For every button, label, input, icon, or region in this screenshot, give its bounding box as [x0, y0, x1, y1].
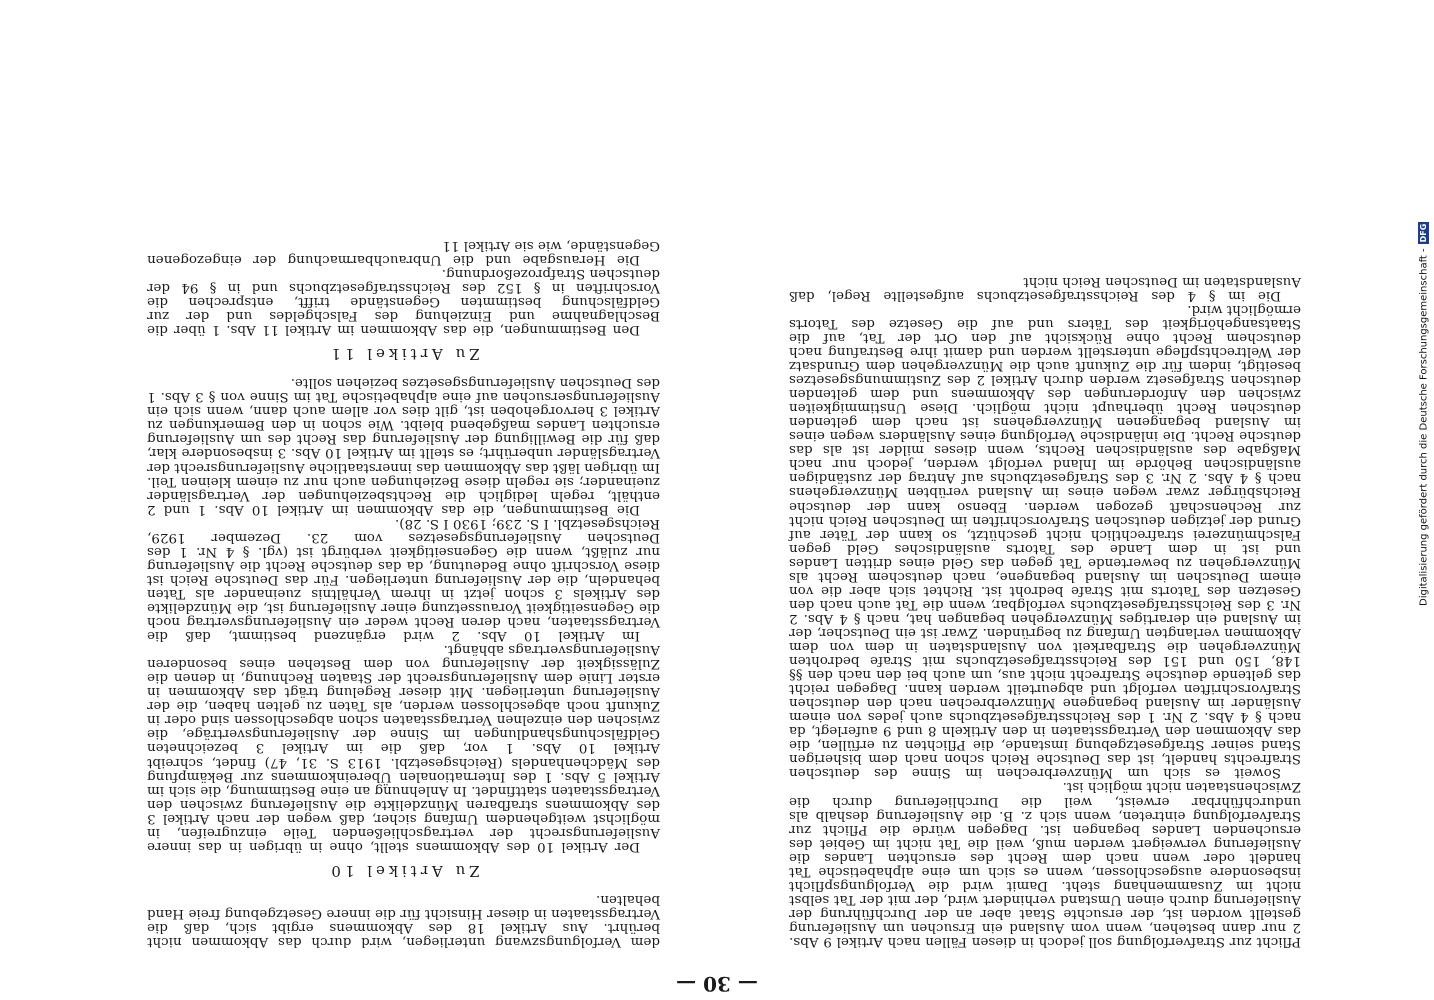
- left-column: [789, 274, 1301, 948]
- paragraph: Soweit es sich um Münzverbrechen im Sinne des deutschen Strafrechts handelt, ist das Deutsche Reich schon nach dem bisherigen Stand seiner Strafgesetzgebung imstande, die Pflichten zu erfüllen, die das Abkommen den Vertragsstaaten in den Artikeln 8 und 9 auferlegt, da nach § 4 Abs. 2 Nr. 1 des Reichsstrafgesetzbuchs auch jedes von einem Ausländer im Ausland begangene Münzverbrechen nach den deutschen Strafvorschriften verfolgt und abgeurteilt werden kann. Dagegen reicht das geltende deutsche Strafrecht nicht aus, um auch bei den nach den §§ 148, 150 und 151 des Reichsstrafgesetzbuchs mit Strafe bedrohten Münzvergehen die Strafbarkeit von Auslandstaten in dem von dem Abkommen verlangten Umfang zu begründen. Zwar ist ein Deutscher, der im Ausland ein derartiges Münzvergehen begangen hat, nach § 4 Abs. 2 Nr. 3 des Reichsstrafgesetzbuchs verfolgbar, wenn die Tat auch nach den Gesetzen des Tatorts mit Strafe bedroht ist. Richtet sich aber die von einem Deutschen im Ausland begangene, nach deutschem Recht als Münzvergehen zu bewertende Tat gegen das Geld eines dritten Landes und ist in dem Lande des Tatorts ausländisches Geld gegen Falschmünzerei strafrechtlich nicht geschützt, so kann der Täter auf Grund der jetzigen deutschen Strafvorschriften im Deutschen Reich nicht zur Rechenschaft gezogen werden. Ebenso kann der deutsche Reichsbürger zwar wegen eines im Ausland verübten Münzvergehens nach § 4 Abs. 2 Nr. 3 des Strafgesetzbuchs auf Antrag der zuständigen ausländischen Behörde im Inland verfolgt werden, jedoch nur nach Maßgabe des ausländischen Rechts, wenn dieses milder ist als das deutsche Recht. Die inländische Verfolgung eines Ausländers wegen eines im Ausland begangenen Münzvergehens ist nach dem geltenden deutschen Recht überhaupt nicht möglich. Diese Unstimmigkeiten zwischen den Anforderungen des Abkommens und dem geltenden deutschen Strafgesetz werden durch Artikel 2 des Zustimmungsgesetzes beseitigt, indem für die Zukunft auch die Münzvergehen dem Grundsatz der Weltrechtspflege unterstellt werden und damit ihre Bestrafung nach deutschem Recht ohne Rücksicht auf den Ort der Tat, auf die Staatsangehörigkeit des Täters und auf die Gesetze des Tatorts ermöglicht wird.: [789, 301, 1301, 781]
- page-number: — 30 —: [676, 972, 758, 996]
- dfg-logo-icon: DFG: [1419, 223, 1428, 243]
- paragraph: Die im § 4 des Reichsstrafgesetzbuchs aufgestellte Regel, daß Auslandstaten im Deutschen Reich nicht: [789, 273, 1301, 303]
- right-column: [147, 238, 660, 948]
- footer-text: Digitalisierung gefördert durch die Deutsche Forschungsgemeinschaft -: [1418, 248, 1430, 606]
- section-heading: Zu Artikel 11: [327, 345, 480, 364]
- section-heading: Zu Artikel 10: [327, 861, 480, 880]
- paragraph: Pflicht zur Strafverfolgung soll jedoch in diesen Fällen nach Artikel 9 Abs. 2 nur dann bestehen, wenn vom Ausland ein Ersuchen um Auslieferung gestellt worden ist, der ersuchte Staat aber an der Durchführung der Auslieferung durch einen Umstand verhindert wird, der mit der Tat selbst nicht im Zusammenhang steht. Damit wird die Verfolgungspflicht insbesondere ausgeschlossen, wenn es sich um eine alphabetische Tat handelt oder wenn nach dem Recht des ersuchten Landes die Auslieferung verweigert werden muß, weil die Tat nicht im Gebiet des ersuchenden Landes begangen ist. Dagegen würde die Pflicht zur Strafverfolgung eintreten, wenn sich z. B. die Auslieferung deshalb als undurchführbar erweist, weil die Durchlieferung durch die Zwischenstaaten nicht möglich ist.: [789, 779, 1301, 949]
- paragraph: Die Bestimmungen, die das Abkommen im Artikel 10 Abs. 1 und 2 enthält, regeln lediglich die Rechtsbeziehungen der Vertragsländer zueinander; sie regeln diese Beziehungen auch nur zu einem kleinen Teil. Im übrigen läßt das Abkommen das innerstaatliche Auslieferungsrecht der Vertragsländer unberührt; es stellt im Artikel 10 Abs. 3 insbesondere klar, daß für die Bewilligung der Auslieferung das Recht des um Auslieferung ersuchten Landes maßgebend bleibt. Wie schon in den Bemerkungen zu Artikel 3 hervorgehoben ist, gilt dies vor allem auch dann, wenn sich ein Auslieferungsersuchen auf eine alphabetische Tat im Sinne von § 3 Abs. 1 des Deutschen Auslieferungsgesetzes beziehen sollte.: [147, 375, 660, 517]
- paragraph: Den Bestimmungen, die das Abkommen im Artikel 11 Abs. 1 über die Beschlagnahme und Einziehung des Falschgeldes und der zur Geldfälschung bestimmten Gegenstände trifft, entsprechen die Vorschriften in § 152 des Reichsstrafgesetzbuchs und in § 94 der deutschen Strafprozeßordnung.: [147, 266, 660, 338]
- paragraph: Die Herausgabe und die Unbrauchbarmachung der eingezogenen Gegenstände, wie sie Artikel 11: [147, 237, 660, 267]
- paragraph: Im Artikel 10 Abs. 2 wird ergänzend bestimmt, daß die Vertragsstaaten, nach deren Recht weder ein Auslieferungsvertrag noch die Gegenseitigkeit Voraussetzung einer Auslieferung ist, die Münzdelikte des Artikels 3 schon jetzt in ihrem Verhältnis zueinander als Taten behandeln, die der Auslieferung unterliegen. Für das Deutsche Reich ist diese Vorschrift ohne Bedeutung, da das deutsche Recht die Auslieferung nur zuläßt, wenn die Gegenseitigkeit verbürgt ist (vgl. § 4 Nr. 1 des Deutschen Auslieferungsgesetzes vom 23. Dezember 1929, Reichsgesetzbl. I S. 239; 1930 I S. 28).: [147, 515, 660, 644]
- paragraph: dem Verfolgungszwang unterliegen, wird durch das Abkommen nicht berührt. Aus Artikel 18 des Abkommens ergibt sich, daß die Vertragsstaaten in dieser Hinsicht für die innere Gesetzgebung freie Hand behalten.: [147, 891, 660, 949]
- paragraph: Der Artikel 10 des Abkommens stellt, ohne in übrigen in das innere Auslieferungsrecht der vertragschließenden Teile einzugreifen, in möglichst weitgehendem Umfang sicher, daß wegen der nach Artikel 3 des Abkommens strafbaren Münzdelikte die Auslieferung zwischen den Vertragsstaaten stattfindet. In Anlehnung an eine Bestimmung, die sich im Artikel 5 Abs. 1 des Internationalen Übereinkommens zur Bekämpfung des Mädchenhandels (Reichsgesetzbl. 1913 S. 31, 47) findet, schreibt Artikel 10 Abs. 1 vor, daß die im Artikel 3 bezeichneten Geldfälschungshandlungen im Sinne der Auslieferungsverträge, die zwischen den einzelnen Vertragsstaaten schon abgeschlossen sind oder in Zukunft noch abgeschlossen werden, als Taten zu gelten haben, die der Auslieferung unterliegen. Mit dieser Regelung trägt das Abkommen in erster Linie dem Auslieferungsrecht der Staaten Rechnung, in denen die Zulässigkeit der Auslieferung von dem Bestehen eines besonderen Auslieferungsvertrags abhängt.: [147, 642, 660, 854]
